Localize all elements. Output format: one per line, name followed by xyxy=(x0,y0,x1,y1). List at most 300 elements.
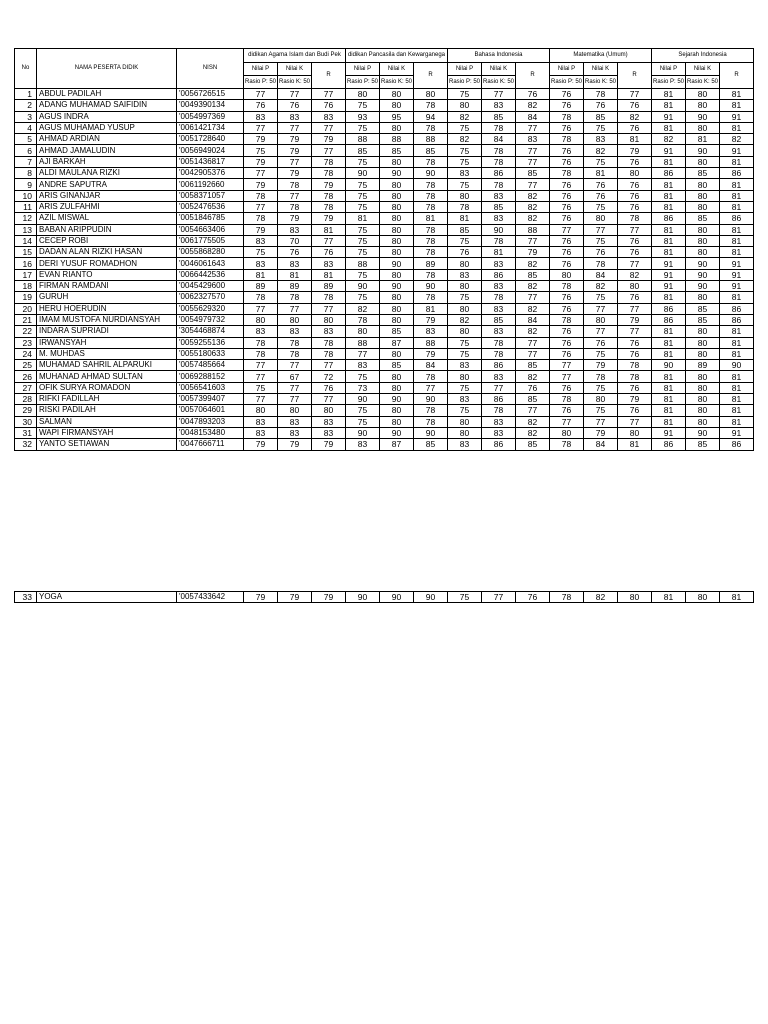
grade-cell: 76 xyxy=(448,247,482,258)
grade-cell: 80 xyxy=(686,416,720,427)
grade-cell: 78 xyxy=(244,292,278,303)
grade-cell: 67 xyxy=(278,371,312,382)
grade-cell: 76 xyxy=(550,89,584,100)
student-nisn: '0061421734 xyxy=(177,122,244,133)
grade-cell: 83 xyxy=(312,416,346,427)
grade-cell: 75 xyxy=(346,269,380,280)
rasio-p-header: Rasio P: 50 xyxy=(550,76,584,89)
student-nisn: '0056949024 xyxy=(177,145,244,156)
grade-cell: 77 xyxy=(618,258,652,269)
grade-cell: 77 xyxy=(244,394,278,405)
grade-cell: 76 xyxy=(584,247,618,258)
grade-cell: 78 xyxy=(448,201,482,212)
row-number: 23 xyxy=(15,337,37,348)
nilai-p-header: Nilai P xyxy=(346,63,380,76)
student-nisn: '0054997369 xyxy=(177,111,244,122)
grade-cell: 76 xyxy=(550,145,584,156)
grade-cell: 81 xyxy=(652,348,686,359)
grade-cell: 76 xyxy=(278,100,312,111)
table-row xyxy=(15,360,754,371)
table-row xyxy=(15,427,754,438)
grade-cell: 81 xyxy=(720,156,754,167)
grade-cell: 82 xyxy=(618,269,652,280)
table-row xyxy=(15,122,754,133)
table-row xyxy=(15,382,754,393)
grade-cell: 83 xyxy=(244,258,278,269)
grade-cell: 88 xyxy=(346,134,380,145)
grade-cell: 80 xyxy=(448,258,482,269)
grade-cell: 79 xyxy=(244,156,278,167)
nilai-p-header: Nilai P xyxy=(244,63,278,76)
student-nisn: '0048153480 xyxy=(177,427,244,438)
grade-cell: 90 xyxy=(482,224,516,235)
nilai-k-header: Nilai K xyxy=(482,63,516,76)
grade-cell: 90 xyxy=(380,394,414,405)
grade-cell: 78 xyxy=(312,168,346,179)
grade-cell: 90 xyxy=(720,360,754,371)
grade-cell: 85 xyxy=(686,314,720,325)
grade-cell: 81 xyxy=(482,247,516,258)
student-nisn: '0058371057 xyxy=(177,190,244,201)
grade-cell: 79 xyxy=(244,224,278,235)
grade-cell: 80 xyxy=(244,405,278,416)
row-number: 32 xyxy=(15,439,37,450)
student-nisn: '0055629320 xyxy=(177,303,244,314)
grade-cell: 77 xyxy=(550,360,584,371)
grade-cell: 80 xyxy=(380,348,414,359)
grade-cell: 91 xyxy=(720,258,754,269)
grade-cell: 90 xyxy=(686,427,720,438)
grade-cell: 75 xyxy=(448,122,482,133)
grade-cell: 75 xyxy=(346,371,380,382)
grade-cell: 81 xyxy=(652,122,686,133)
student-nisn: '0052476536 xyxy=(177,201,244,212)
student-name: YANTO SETIAWAN xyxy=(37,439,177,450)
grade-cell: 91 xyxy=(652,145,686,156)
grade-cell: 78 xyxy=(414,122,448,133)
student-nisn: '0059255136 xyxy=(177,337,244,348)
grade-cell: 88 xyxy=(516,224,550,235)
grade-cell: 84 xyxy=(482,134,516,145)
student-nisn: '0047666711 xyxy=(177,439,244,450)
grade-cell: 80 xyxy=(584,213,618,224)
grade-cell: 81 xyxy=(720,292,754,303)
grade-cell: 75 xyxy=(448,382,482,393)
grade-cell: 83 xyxy=(346,360,380,371)
grade-cell: 88 xyxy=(346,337,380,348)
grade-cell: 78 xyxy=(244,348,278,359)
grade-cell: 86 xyxy=(720,168,754,179)
grade-cell: 85 xyxy=(686,213,720,224)
grade-cell: 76 xyxy=(550,258,584,269)
student-name: AHMAD JAMALUDIN xyxy=(37,145,177,156)
grade-cell: 90 xyxy=(652,360,686,371)
header-nisn: NISN xyxy=(177,49,244,89)
grade-cell: 79 xyxy=(312,179,346,190)
grade-cell: 83 xyxy=(482,100,516,111)
grade-cell: 76 xyxy=(618,382,652,393)
grade-cell: 75 xyxy=(584,122,618,133)
grade-cell: 78 xyxy=(244,190,278,201)
grade-cell: 78 xyxy=(312,190,346,201)
student-nisn: '0055868280 xyxy=(177,247,244,258)
grade-cell: 77 xyxy=(516,405,550,416)
grade-cell: 79 xyxy=(584,360,618,371)
grade-cell: 83 xyxy=(278,416,312,427)
grade-cell: 80 xyxy=(448,100,482,111)
grade-cell: 87 xyxy=(380,337,414,348)
grade-cell: 81 xyxy=(584,168,618,179)
grade-cell: 77 xyxy=(550,371,584,382)
grade-cell: 76 xyxy=(516,382,550,393)
grade-cell: 90 xyxy=(346,592,380,603)
grade-cell: 83 xyxy=(448,168,482,179)
grade-cell: 75 xyxy=(448,179,482,190)
grade-cell: 78 xyxy=(414,190,448,201)
grade-cell: 81 xyxy=(312,269,346,280)
grade-cell: 81 xyxy=(652,201,686,212)
grade-cell: 78 xyxy=(312,156,346,167)
student-nisn: '0056541603 xyxy=(177,382,244,393)
grade-cell: 77 xyxy=(244,360,278,371)
grade-cell: 77 xyxy=(312,235,346,246)
grade-cell: 82 xyxy=(584,281,618,292)
grade-cell: 80 xyxy=(312,314,346,325)
nilai-p-header: Nilai P xyxy=(652,63,686,76)
grade-cell: 91 xyxy=(652,258,686,269)
grade-cell: 86 xyxy=(720,213,754,224)
grade-cell: 81 xyxy=(652,190,686,201)
grade-cell: 76 xyxy=(516,89,550,100)
grade-cell: 81 xyxy=(448,213,482,224)
grade-cell: 81 xyxy=(652,405,686,416)
grade-cell: 75 xyxy=(448,405,482,416)
grade-cell: 83 xyxy=(482,416,516,427)
row-number: 31 xyxy=(15,427,37,438)
grade-cell: 80 xyxy=(380,89,414,100)
grade-cell: 76 xyxy=(244,100,278,111)
grade-cell: 78 xyxy=(482,122,516,133)
grade-cell: 85 xyxy=(686,303,720,314)
student-nisn: '0061775505 xyxy=(177,235,244,246)
grades-table-extra xyxy=(14,591,754,603)
grade-cell: 81 xyxy=(414,303,448,314)
grade-cell: 80 xyxy=(448,427,482,438)
grade-cell: 83 xyxy=(448,439,482,450)
grade-cell: 82 xyxy=(516,303,550,314)
student-name: WAPI FIRMANSYAH xyxy=(37,427,177,438)
r-header: R xyxy=(618,63,652,89)
grade-cell: 83 xyxy=(278,427,312,438)
grade-cell: 80 xyxy=(278,314,312,325)
grade-cell: 85 xyxy=(380,360,414,371)
grade-cell: 85 xyxy=(414,439,448,450)
table-row xyxy=(15,224,754,235)
grade-cell: 76 xyxy=(550,100,584,111)
grade-cell: 76 xyxy=(618,337,652,348)
grade-cell: 82 xyxy=(516,326,550,337)
grade-cell: 78 xyxy=(414,100,448,111)
table-row xyxy=(15,394,754,405)
grade-cell: 81 xyxy=(720,371,754,382)
student-nisn: '0051436817 xyxy=(177,156,244,167)
student-nisn: '0057399407 xyxy=(177,394,244,405)
grade-cell: 81 xyxy=(720,89,754,100)
grade-cell: 91 xyxy=(720,145,754,156)
grade-cell: 77 xyxy=(312,394,346,405)
grade-cell: 80 xyxy=(380,201,414,212)
grade-cell: 80 xyxy=(380,382,414,393)
student-name: AGUS INDRA xyxy=(37,111,177,122)
row-number: 11 xyxy=(15,201,37,212)
grade-cell: 91 xyxy=(720,111,754,122)
grade-cell: 80 xyxy=(686,179,720,190)
grade-cell: 80 xyxy=(346,326,380,337)
grade-cell: 81 xyxy=(720,592,754,603)
grade-cell: 80 xyxy=(550,427,584,438)
grade-cell: 78 xyxy=(482,348,516,359)
grade-cell: 75 xyxy=(346,247,380,258)
grade-cell: 81 xyxy=(652,592,686,603)
grade-cell: 80 xyxy=(380,405,414,416)
grade-cell: 90 xyxy=(414,168,448,179)
row-number: 30 xyxy=(15,416,37,427)
grade-cell: 86 xyxy=(652,439,686,450)
grade-cell: 80 xyxy=(312,405,346,416)
table-row xyxy=(15,179,754,190)
table-row xyxy=(15,168,754,179)
table-row xyxy=(15,314,754,325)
grade-cell: 83 xyxy=(414,326,448,337)
grade-cell: 75 xyxy=(346,156,380,167)
nilai-k-header: Nilai K xyxy=(686,63,720,76)
grade-cell: 80 xyxy=(550,269,584,280)
grade-cell: 75 xyxy=(448,156,482,167)
grade-cell: 80 xyxy=(380,100,414,111)
table-row xyxy=(15,292,754,303)
grade-cell: 81 xyxy=(278,269,312,280)
grade-cell: 81 xyxy=(720,348,754,359)
grade-cell: 77 xyxy=(618,303,652,314)
grade-cell: 91 xyxy=(720,269,754,280)
grade-cell: 80 xyxy=(448,190,482,201)
student-name: EVAN RIANTO xyxy=(37,269,177,280)
grade-cell: 80 xyxy=(686,156,720,167)
subject-header: Sejarah Indonesia xyxy=(652,49,754,63)
grade-cell: 89 xyxy=(312,281,346,292)
student-name: INDARA SUPRIADI xyxy=(37,326,177,337)
row-number: 10 xyxy=(15,190,37,201)
student-name: M. MUHDAS xyxy=(37,348,177,359)
grade-cell: 76 xyxy=(550,247,584,258)
grade-cell: 85 xyxy=(584,111,618,122)
grade-cell: 81 xyxy=(346,213,380,224)
grade-cell: 81 xyxy=(312,224,346,235)
grade-cell: 81 xyxy=(720,190,754,201)
grade-cell: 83 xyxy=(244,235,278,246)
grade-cell: 78 xyxy=(584,89,618,100)
grade-cell: 78 xyxy=(482,156,516,167)
student-name: AJI BARKAH xyxy=(37,156,177,167)
grade-cell: 78 xyxy=(584,371,618,382)
grade-cell: 82 xyxy=(652,134,686,145)
grade-cell: 75 xyxy=(448,348,482,359)
grade-cell: 80 xyxy=(380,314,414,325)
student-name: RIFKI FADILLAH xyxy=(37,394,177,405)
grade-cell: 80 xyxy=(448,416,482,427)
grade-cell: 83 xyxy=(278,258,312,269)
table-row xyxy=(15,405,754,416)
grade-cell: 81 xyxy=(720,179,754,190)
grade-cell: 81 xyxy=(720,416,754,427)
grade-cell: 85 xyxy=(380,326,414,337)
grade-cell: 79 xyxy=(278,439,312,450)
grade-cell: 81 xyxy=(652,337,686,348)
grade-cell: 76 xyxy=(550,213,584,224)
grade-cell: 91 xyxy=(720,281,754,292)
grade-cell: 85 xyxy=(482,314,516,325)
grade-cell: 82 xyxy=(516,371,550,382)
grade-cell: 83 xyxy=(482,281,516,292)
grade-cell: 77 xyxy=(516,348,550,359)
grade-cell: 78 xyxy=(482,337,516,348)
grade-cell: 75 xyxy=(346,100,380,111)
grade-cell: 84 xyxy=(584,269,618,280)
grade-cell: 76 xyxy=(618,100,652,111)
grade-cell: 83 xyxy=(482,371,516,382)
grade-cell: 79 xyxy=(278,213,312,224)
grade-cell: 78 xyxy=(482,179,516,190)
row-number: 7 xyxy=(15,156,37,167)
grade-cell: 81 xyxy=(720,247,754,258)
grade-cell: 78 xyxy=(584,258,618,269)
grade-cell: 80 xyxy=(686,337,720,348)
grade-cell: 81 xyxy=(652,100,686,111)
grade-cell: 79 xyxy=(244,179,278,190)
grade-cell: 81 xyxy=(618,439,652,450)
row-number: 5 xyxy=(15,134,37,145)
grade-cell: 79 xyxy=(584,427,618,438)
grade-cell: 77 xyxy=(244,168,278,179)
grade-cell: 77 xyxy=(516,235,550,246)
student-nisn: '0057485664 xyxy=(177,360,244,371)
grade-cell: 78 xyxy=(414,179,448,190)
grade-cell: 80 xyxy=(380,292,414,303)
row-number: 17 xyxy=(15,269,37,280)
table-row xyxy=(15,111,754,122)
grade-cell: 76 xyxy=(550,382,584,393)
grade-cell: 86 xyxy=(720,439,754,450)
grade-cell: 82 xyxy=(516,281,550,292)
grade-cell: 75 xyxy=(346,201,380,212)
student-name: ABDUL PADILAH xyxy=(37,89,177,100)
grade-cell: 90 xyxy=(414,592,448,603)
student-nisn: '0042905376 xyxy=(177,168,244,179)
row-number: 12 xyxy=(15,213,37,224)
grade-cell: 83 xyxy=(278,326,312,337)
grade-cell: 78 xyxy=(312,201,346,212)
grade-cell: 83 xyxy=(312,326,346,337)
grade-cell: 86 xyxy=(482,168,516,179)
grade-cell: 77 xyxy=(244,89,278,100)
subject-header: didikan Pancasila dan Kewarganega xyxy=(346,49,448,63)
grade-cell: 82 xyxy=(448,111,482,122)
grade-cell: 80 xyxy=(686,371,720,382)
grade-cell: 76 xyxy=(550,122,584,133)
grade-cell: 90 xyxy=(346,168,380,179)
grade-cell: 75 xyxy=(346,179,380,190)
table-row xyxy=(15,247,754,258)
grade-cell: 80 xyxy=(380,235,414,246)
grade-cell: 83 xyxy=(244,416,278,427)
grade-cell: 76 xyxy=(618,235,652,246)
grade-cell: 80 xyxy=(380,247,414,258)
grade-cell: 76 xyxy=(618,201,652,212)
header-name: NAMA PESERTA DIDIK xyxy=(37,49,177,89)
grade-cell: 80 xyxy=(380,371,414,382)
grade-cell: 83 xyxy=(346,439,380,450)
grade-cell: 83 xyxy=(482,427,516,438)
grade-cell: 83 xyxy=(482,190,516,201)
grade-cell: 83 xyxy=(312,111,346,122)
grade-cell: 80 xyxy=(380,303,414,314)
grade-cell: 75 xyxy=(448,592,482,603)
grade-cell: 84 xyxy=(414,360,448,371)
grade-cell: 87 xyxy=(380,439,414,450)
grade-cell: 75 xyxy=(448,89,482,100)
grade-cell: 90 xyxy=(686,269,720,280)
grade-cell: 82 xyxy=(516,190,550,201)
grade-cell: 80 xyxy=(448,326,482,337)
student-name: OFIK SURYA ROMADON xyxy=(37,382,177,393)
student-nisn: '0049390134 xyxy=(177,100,244,111)
grade-cell: 78 xyxy=(414,405,448,416)
row-number: 15 xyxy=(15,247,37,258)
grade-cell: 78 xyxy=(550,592,584,603)
row-number: 25 xyxy=(15,360,37,371)
grade-cell: 77 xyxy=(618,224,652,235)
grade-cell: 75 xyxy=(346,224,380,235)
grade-cell: 83 xyxy=(516,134,550,145)
grade-cell: 75 xyxy=(584,348,618,359)
grade-cell: 78 xyxy=(482,235,516,246)
grade-cell: 85 xyxy=(516,439,550,450)
grade-cell: 78 xyxy=(618,360,652,371)
grade-cell: 79 xyxy=(312,439,346,450)
grade-cell: 78 xyxy=(414,156,448,167)
grade-cell: 81 xyxy=(652,89,686,100)
table-row xyxy=(15,89,754,100)
r-header: R xyxy=(414,63,448,89)
grade-cell: 77 xyxy=(482,592,516,603)
grade-cell: 90 xyxy=(686,111,720,122)
grade-cell: 75 xyxy=(448,337,482,348)
grade-cell: 77 xyxy=(278,156,312,167)
grade-cell: 79 xyxy=(312,213,346,224)
grade-cell: 75 xyxy=(244,382,278,393)
grade-cell: 75 xyxy=(244,247,278,258)
grade-cell: 77 xyxy=(278,382,312,393)
grade-cell: 83 xyxy=(244,326,278,337)
grade-cell: 77 xyxy=(584,303,618,314)
student-name: MUHANAD AHMAD SULTAN xyxy=(37,371,177,382)
grade-cell: 77 xyxy=(278,394,312,405)
grade-cell: 80 xyxy=(278,405,312,416)
row-number: 27 xyxy=(15,382,37,393)
grade-cell: 85 xyxy=(448,224,482,235)
table-row xyxy=(15,348,754,359)
grade-cell: 80 xyxy=(686,348,720,359)
